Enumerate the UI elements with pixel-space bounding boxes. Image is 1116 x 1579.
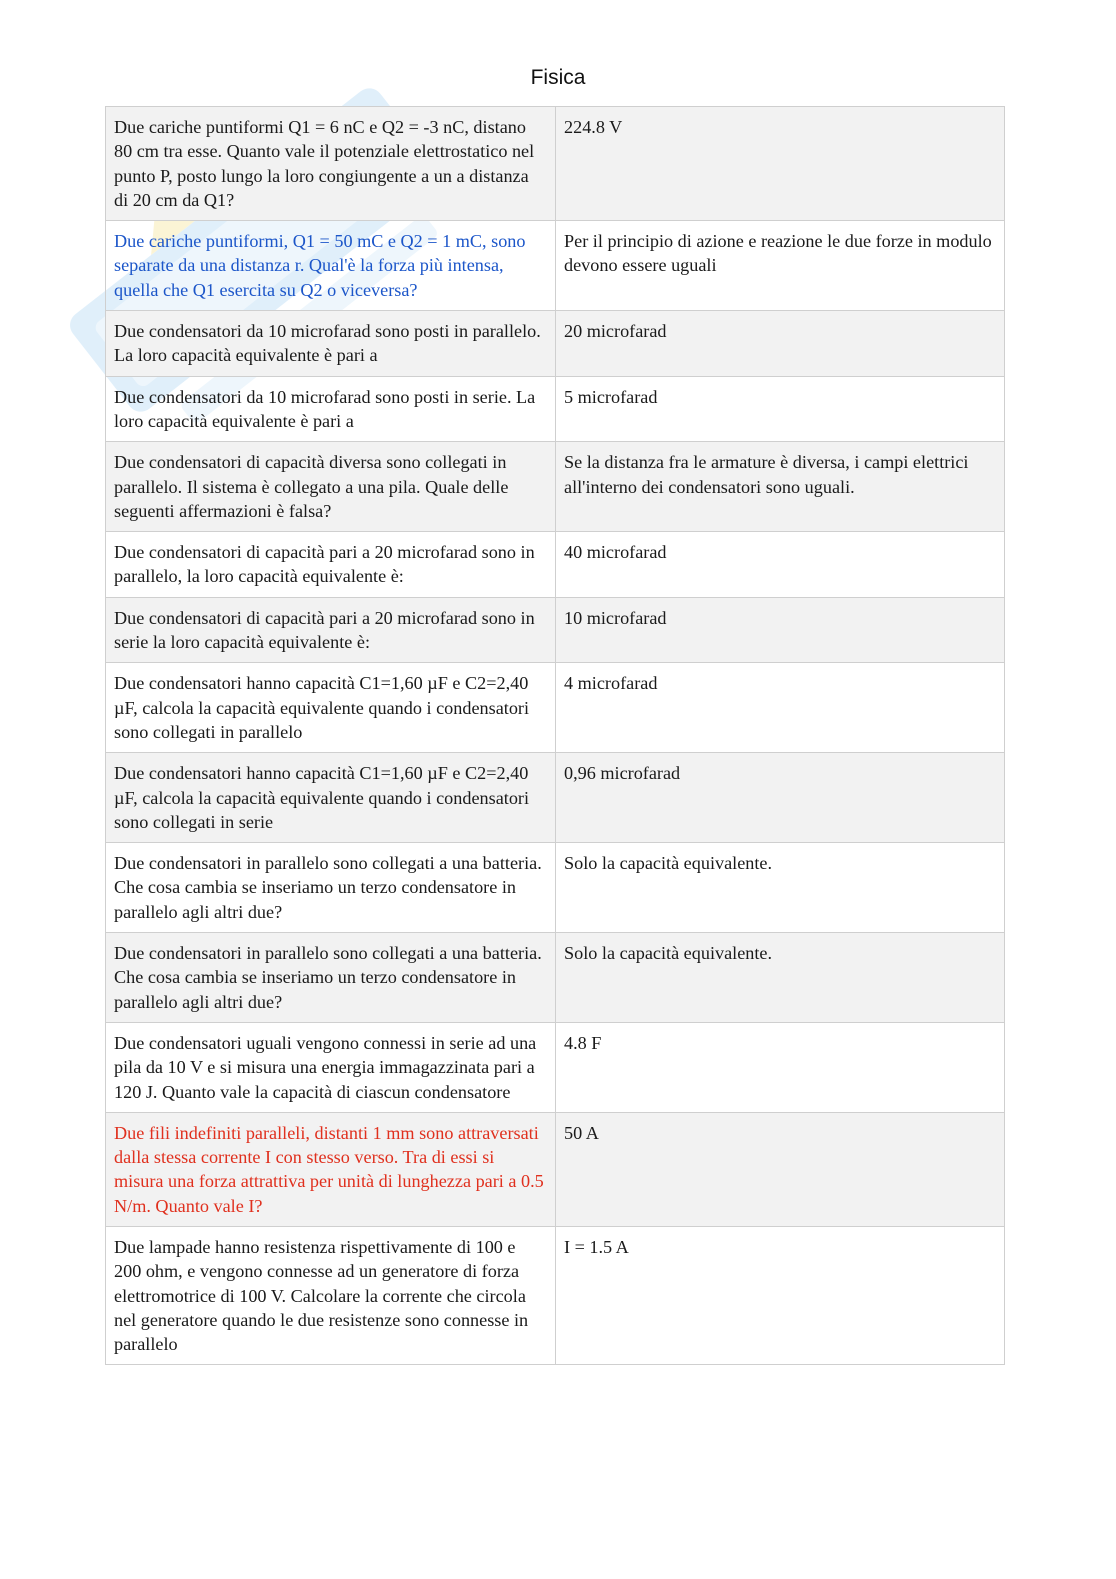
answer-cell: Per il principio di azione e reazione le due forze in modulo devono essere uguali — [556, 221, 1005, 311]
question-cell: Due condensatori di capacità pari a 20 microfarad sono in serie la loro capacità equivalente è: — [106, 597, 556, 663]
table-row — [106, 933, 1005, 1023]
answer-cell: 4 microfarad — [556, 663, 1005, 753]
answer-cell: 20 microfarad — [556, 311, 1005, 377]
answer-cell: 5 microfarad — [556, 376, 1005, 442]
answer-cell: Solo la capacità equivalente. — [556, 933, 1005, 1023]
question-cell: Due fili indefiniti paralleli, distanti 1 mm sono attraversati dalla stessa corrente I con stesso verso. Tra di essi si misura una forza attrattiva per unità di lunghezza pari a 0.5 N/m. Quanto vale I? — [106, 1112, 556, 1226]
table-row — [106, 753, 1005, 843]
answer-cell: Solo la capacità equivalente. — [556, 843, 1005, 933]
page-title: Fisica — [530, 66, 586, 89]
question-cell: Due condensatori da 10 microfarad sono posti in serie. La loro capacità equivalente è pari a — [106, 376, 556, 442]
answer-cell: 40 microfarad — [556, 532, 1005, 598]
question-cell: Due cariche puntiformi, Q1 = 50 mC e Q2 = 1 mC, sono separate da una distanza r. Qual'è la forza più intensa, quella che Q1 esercita su Q2 o viceversa? — [106, 221, 556, 311]
question-cell: Due condensatori in parallelo sono collegati a una batteria. Che cosa cambia se inseriamo un terzo condensatore in parallelo agli altri due? — [106, 933, 556, 1023]
answer-cell: 50 A — [556, 1112, 1005, 1226]
table-row — [106, 221, 1005, 311]
question-cell: Due condensatori hanno capacità C1=1,60 µF e C2=2,40 µF, calcola la capacità equivalente quando i condensatori sono collegati in parallelo — [106, 663, 556, 753]
question-cell: Due condensatori uguali vengono connessi in serie ad una pila da 10 V e si misura una energia immagazzinata pari a 120 J. Quanto vale la capacità di ciascun condensatore — [106, 1022, 556, 1112]
answer-cell: 0,96 microfarad — [556, 753, 1005, 843]
table-row — [106, 843, 1005, 933]
table-row — [106, 376, 1005, 442]
table-row — [106, 442, 1005, 532]
question-cell: Due condensatori hanno capacità C1=1,60 µF e C2=2,40 µF, calcola la capacità equivalente quando i condensatori sono collegati in serie — [106, 753, 556, 843]
answer-cell: I = 1.5 A — [556, 1226, 1005, 1364]
table-row — [106, 1022, 1005, 1112]
answer-cell: 224.8 V — [556, 107, 1005, 221]
answer-cell: Se la distanza fra le armature è diversa, i campi elettrici all'interno dei condensatori sono uguali. — [556, 442, 1005, 532]
question-cell: Due condensatori in parallelo sono collegati a una batteria. Che cosa cambia se inseriamo un terzo condensatore in parallelo agli altri due? — [106, 843, 556, 933]
table-row — [106, 532, 1005, 598]
table-row — [106, 1226, 1005, 1364]
table-row — [106, 597, 1005, 663]
table-row — [106, 663, 1005, 753]
question-cell: Due condensatori da 10 microfarad sono posti in parallelo. La loro capacità equivalente è pari a — [106, 311, 556, 377]
table-row — [106, 311, 1005, 377]
answer-cell: 10 microfarad — [556, 597, 1005, 663]
answer-cell: 4.8 F — [556, 1022, 1005, 1112]
question-cell: Due condensatori di capacità diversa sono collegati in parallelo. Il sistema è collegato a una pila. Quale delle seguenti affermazioni è falsa? — [106, 442, 556, 532]
table-row — [106, 1112, 1005, 1226]
qa-table — [105, 106, 1005, 1365]
question-cell: Due condensatori di capacità pari a 20 microfarad sono in parallelo, la loro capacità equivalente è: — [106, 532, 556, 598]
table-row — [106, 107, 1005, 221]
question-cell: Due cariche puntiformi Q1 = 6 nC e Q2 = -3 nC, distano 80 cm tra esse. Quanto vale il potenziale elettrostatico nel punto P, posto lungo la loro congiungente a un a distanza di 20 cm da Q1? — [106, 107, 556, 221]
question-cell: Due lampade hanno resistenza rispettivamente di 100 e 200 ohm, e vengono connesse ad un generatore di forza elettromotrice di 100 V. Calcolare la corrente che circola nel generatore quando le due resistenze sono connesse in parallelo — [106, 1226, 556, 1364]
